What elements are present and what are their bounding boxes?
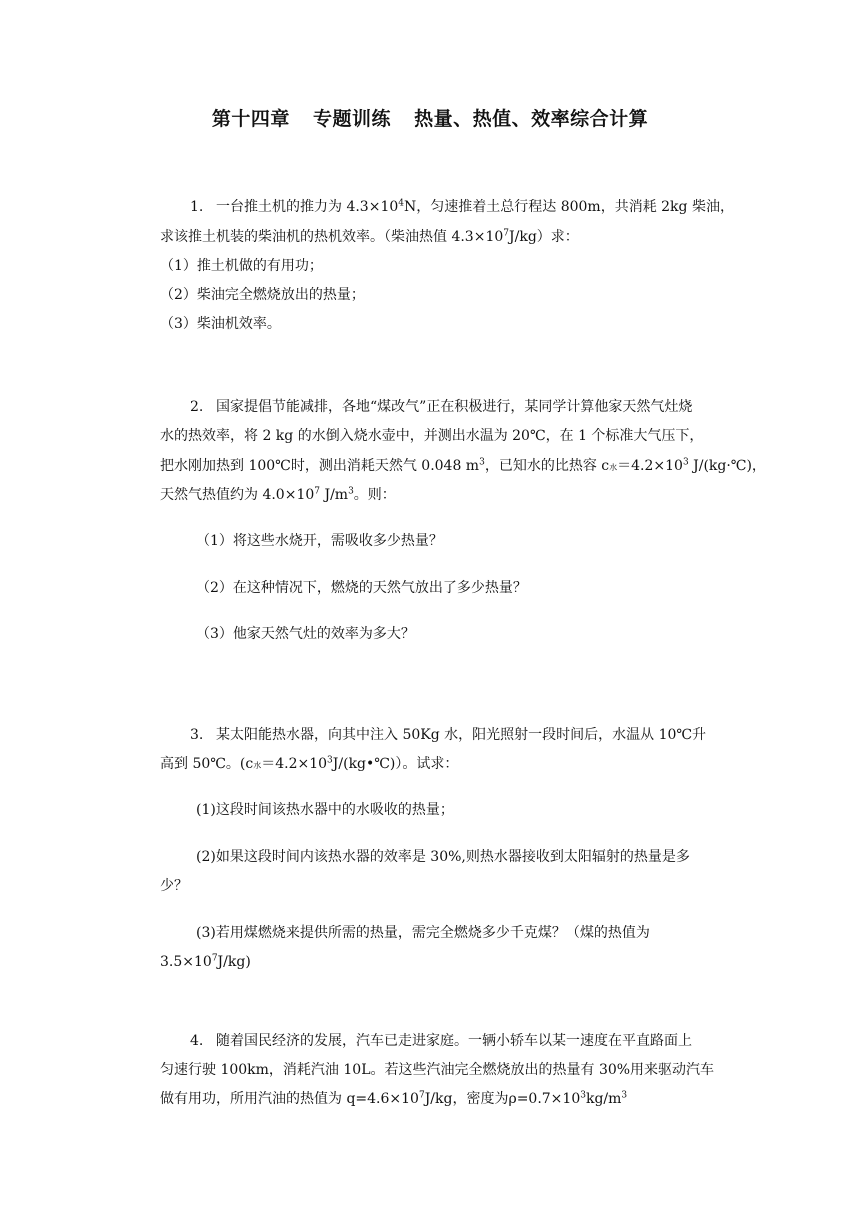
q1-text: N，匀速推着土总行程达 800m，共消耗 2kg 柴油，: [404, 199, 734, 215]
q1-exp: 7: [503, 228, 509, 239]
q3-item: (3)若用煤燃烧来提供所需的热量，需完全燃烧多少千克煤？（煤的热值为: [196, 925, 650, 941]
q2-item: （3）他家天然气灶的效率为多大？: [196, 626, 415, 642]
q3-exp: 3: [327, 755, 333, 766]
q3-text: J/(kg•℃)）。试求：: [332, 756, 459, 772]
q2-text: 。则：: [353, 487, 396, 503]
q2-exp: 3: [348, 486, 354, 497]
q3-text: 3.5×10: [160, 954, 212, 970]
q3-number: 3.: [190, 727, 204, 743]
q3-subscript: 水: [253, 761, 262, 770]
q2-item: （1）将这些水烧开，需吸收多少热量？: [196, 533, 443, 549]
q1-text: 一台推土机的推力为 4.3×10: [216, 199, 399, 215]
q2-line2: 水的热效率，将 2 kg 的水倒入烧水壶中，并测出水温为 20℃，在 1 个标准大气压下，: [160, 428, 704, 444]
q4-exp: 3: [621, 1090, 628, 1101]
q2-number: 2.: [190, 399, 204, 415]
q4-exp: 7: [418, 1090, 425, 1101]
q2-line1: [190, 397, 780, 417]
q4-text: kg/m: [585, 1091, 622, 1107]
q3-line1: [190, 725, 780, 745]
q3-item-cont: 少？: [160, 878, 188, 894]
q3-item-cont: [160, 952, 750, 972]
q1-text: 求该推土机装的柴油机的热机效率。（柴油热值 4.3×10: [160, 229, 504, 245]
q2-text: 国家提倡节能减排，各地“煤改气”正在积极进行，某同学计算他家天然气灶烧: [216, 399, 693, 415]
q4-exp: 3: [580, 1090, 586, 1101]
q1-exp: 4: [398, 198, 404, 209]
q4-line1: [190, 1031, 780, 1051]
q2-subscript: 水: [609, 463, 618, 472]
q2-text: 天然气热值约为 4.0×10: [160, 487, 315, 503]
q1-item: （3）柴油机效率。: [160, 316, 281, 332]
q4-line2: 匀速行驶 100km，消耗汽油 10L。若这些汽油完全燃烧放出的热量有 30%用来驱动汽车: [160, 1062, 715, 1078]
q2-line4: [160, 485, 750, 505]
q2-exp: 3: [682, 457, 689, 468]
q2-item: （2）在这种情况下，燃烧的天然气放出了多少热量？: [196, 580, 527, 596]
q2-text: ，已知水的比热容 c: [484, 458, 610, 474]
page-title: [0, 104, 860, 131]
q3-text: J/kg): [217, 954, 251, 970]
q3-text: ＝4.2×10: [261, 756, 328, 772]
q4-text: J/kg，密度为ρ=0.7×10: [424, 1091, 581, 1107]
q1-line2: [160, 227, 750, 247]
q1-number: 1.: [190, 199, 204, 215]
q4-number: 4.: [190, 1033, 204, 1049]
q4-text: 随着国民经济的发展，汽车已走进家庭。一辆小轿车以某一速度在平直路面上: [216, 1033, 692, 1049]
q4-text: 做有用功，所用汽油的热值为 q=4.6×10: [160, 1091, 419, 1107]
q2-text: ＝4.2×10: [617, 458, 683, 474]
q1-item: （1）推土机做的有用功；: [160, 258, 323, 274]
q2-line3: [160, 456, 766, 478]
title-subject: 热量、热值、效率综合计算: [414, 108, 649, 130]
q3-item: (1)这段时间该热水器中的水吸收的热量；: [196, 802, 454, 818]
title-topic: 专题训练: [312, 108, 391, 130]
q1-item: （2）柴油完全燃烧放出的热量；: [160, 287, 365, 303]
title-chapter: 第十四章: [211, 108, 290, 130]
q2-exp: 7: [314, 486, 320, 497]
q3-item: (2)如果这段时间内该热水器的效率是 30%,则热水器接收到太阳辐射的热量是多: [196, 849, 690, 865]
q3-line2: [160, 754, 750, 776]
q4-line3: [160, 1089, 750, 1109]
q1-line1: [190, 197, 780, 217]
q1-text: J/kg）求：: [509, 229, 579, 245]
q2-exp: 3: [479, 457, 485, 468]
q3-exp: 7: [211, 953, 218, 964]
q3-text: 某太阳能热水器，向其中注入 50Kg 水，阳光照射一段时间后，水温从 10℃升: [216, 727, 707, 743]
q3-text: 高到 50℃。(c: [160, 756, 254, 772]
q2-text: 把水刚加热到 100℃时，测出消耗天然气 0.048 m: [160, 458, 480, 474]
q2-text: J/m: [320, 487, 349, 503]
q2-text: J/(kg·℃)，: [688, 458, 766, 474]
